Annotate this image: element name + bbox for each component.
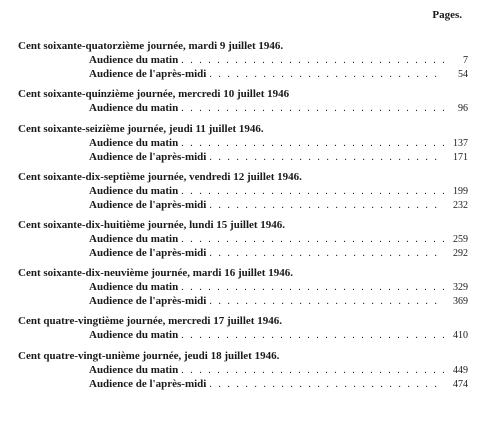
session-line	[89, 281, 468, 295]
day-heading: Cent soixante-dix-huitième journée, lundi 15 juillet 1946.	[18, 219, 286, 231]
page-number: 96	[458, 103, 468, 114]
day-heading: Cent soixante-quatorzième journée, mardi 9 juillet 1946.	[18, 40, 284, 52]
session-label: Audience de l'après-midi	[89, 247, 207, 259]
session-label: Audience du matin	[89, 364, 179, 376]
dot-leader	[209, 247, 444, 260]
session-label: Audience de l'après-midi	[89, 295, 207, 307]
page-number: 259	[453, 234, 468, 245]
session-line	[89, 137, 468, 151]
session-line	[89, 233, 468, 247]
session-line	[89, 54, 468, 68]
page-number: 54	[458, 69, 468, 80]
dot-leader	[181, 137, 444, 150]
page-number: 171	[453, 152, 468, 163]
dot-leader	[181, 364, 444, 377]
session-line	[89, 378, 468, 392]
page-number: 474	[453, 379, 468, 390]
dot-leader	[209, 199, 444, 212]
page-number: 292	[453, 248, 468, 259]
day-heading: Cent quatre-vingtième journée, mercredi 17 juillet 1946.	[18, 315, 282, 327]
pages-header: Pages.	[432, 9, 462, 21]
session-line	[89, 185, 468, 199]
page-number: 329	[453, 282, 468, 293]
toc-entry	[18, 267, 468, 315]
toc-entry	[18, 171, 468, 219]
page-number: 410	[453, 330, 468, 341]
session-label: Audience du matin	[89, 329, 179, 341]
session-line	[89, 329, 468, 343]
session-label: Audience du matin	[89, 102, 179, 114]
page-number: 7	[463, 55, 468, 66]
dot-leader	[181, 233, 444, 246]
session-label: Audience du matin	[89, 233, 179, 245]
dot-leader	[181, 185, 444, 198]
session-label: Audience de l'après-midi	[89, 199, 207, 211]
toc-entry	[18, 350, 468, 398]
page-number: 369	[453, 296, 468, 307]
toc-entry	[18, 219, 468, 267]
session-label: Audience du matin	[89, 137, 179, 149]
dot-leader	[181, 54, 444, 67]
session-line	[89, 364, 468, 378]
toc-entry	[18, 40, 468, 88]
dot-leader	[181, 102, 444, 115]
page-number: 199	[453, 186, 468, 197]
dot-leader	[209, 295, 444, 308]
session-line	[89, 295, 468, 309]
table-of-contents	[18, 40, 468, 398]
toc-entry	[18, 88, 468, 123]
session-label: Audience de l'après-midi	[89, 68, 207, 80]
toc-entry	[18, 315, 468, 350]
session-line	[89, 102, 468, 116]
toc-entry	[18, 123, 468, 171]
page-number: 137	[453, 138, 468, 149]
day-heading: Cent soixante-seizième journée, jeudi 11 juillet 1946.	[18, 123, 264, 135]
session-line	[89, 199, 468, 213]
session-line	[89, 68, 468, 82]
dot-leader	[209, 151, 444, 164]
day-heading: Cent quatre-vingt-unième journée, jeudi 18 juillet 1946.	[18, 350, 280, 362]
session-label: Audience du matin	[89, 54, 179, 66]
page-number: 232	[453, 200, 468, 211]
session-line	[89, 151, 468, 165]
session-label: Audience de l'après-midi	[89, 151, 207, 163]
day-heading: Cent soixante-dix-neuvième journée, mardi 16 juillet 1946.	[18, 267, 293, 279]
session-label: Audience de l'après-midi	[89, 378, 207, 390]
dot-leader	[209, 378, 444, 391]
session-label: Audience du matin	[89, 185, 179, 197]
dot-leader	[181, 329, 444, 342]
dot-leader	[181, 281, 444, 294]
page-number: 449	[453, 365, 468, 376]
session-label: Audience du matin	[89, 281, 179, 293]
dot-leader	[209, 68, 444, 81]
day-heading: Cent soixante-quinzième journée, mercredi 10 juillet 1946	[18, 88, 290, 100]
session-line	[89, 247, 468, 261]
day-heading: Cent soixante-dix-septième journée, vendredi 12 juillet 1946.	[18, 171, 302, 183]
